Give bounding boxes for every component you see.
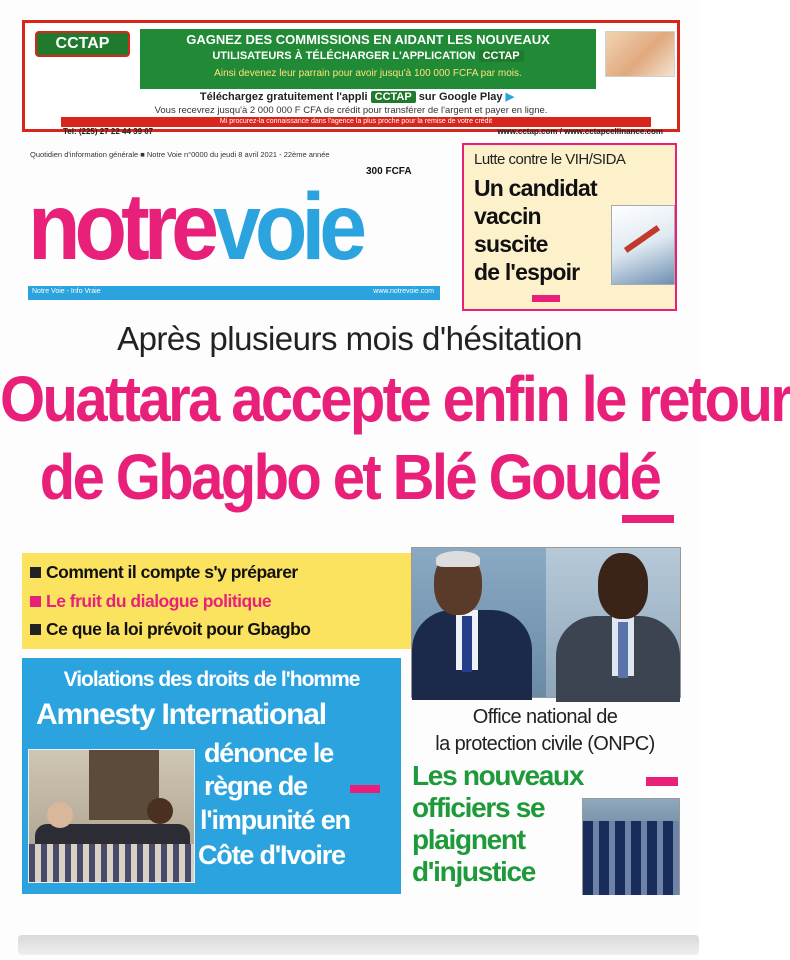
- ad-headline: GAGNEZ DES COMMISSIONS EN AIDANT LES NOUVEAUX: [186, 32, 550, 47]
- onpc-officers-photo: [582, 798, 680, 895]
- teaser-headline-line: de l'espoir: [474, 259, 580, 285]
- ad-hands-image: [605, 31, 675, 77]
- square-bullet-icon: [30, 567, 41, 578]
- ad-referral-text: Ainsi devenez leur parrain pour avoir jusqu'à 100 000 FCFA par mois.: [214, 68, 522, 79]
- ad-red-note: Mi procurez-la connaissance dans l'agence la plus proche pour la remise de votre crédit: [61, 117, 651, 127]
- ad-credit-text: Vous recevrez jusqu'à 2 000 000 F CFA de crédit pour transférer de l'argent et payer en ligne.: [154, 105, 548, 116]
- ad-green-panel: [140, 29, 596, 89]
- vaccine-syringe-image: [611, 205, 675, 285]
- page-reference-tag: [350, 785, 380, 793]
- bullet-item[interactable]: Ce que la loi prévoit pour Gbagbo: [30, 619, 311, 640]
- photo-right-person: [546, 548, 680, 697]
- page-reference-tag: [532, 295, 560, 302]
- onpc-headline-line[interactable]: d'injustice: [412, 856, 536, 887]
- bullet-item[interactable]: Le fruit du dialogue politique: [30, 591, 271, 612]
- onpc-kicker-line: Office national de: [472, 706, 618, 728]
- onpc-headline-line[interactable]: Les nouveaux: [412, 760, 584, 791]
- amnesty-headline-line: dénonce le: [204, 738, 334, 768]
- main-kicker: Après plusieurs mois d'hésitation: [117, 320, 582, 357]
- teaser-kicker: Lutte contre le VIH/SIDA: [474, 151, 626, 168]
- page-reference-tag: [622, 515, 674, 523]
- price-tag: 300 FCFA: [366, 166, 412, 177]
- amnesty-headline-line: l'impunité en: [200, 805, 350, 835]
- ad-subline: UTILISATEURS À TÉLÉCHARGER L'APPLICATION CCTAP: [140, 50, 596, 62]
- ad-cctap-badge: CCTAP: [479, 50, 524, 62]
- dateline: Quotidien d'information générale ■ Notre Voie n°0000 du jeudi 8 avril 2021 - 22ème année: [30, 150, 330, 159]
- masthead-title: [28, 172, 361, 282]
- teaser-headline-line: Un candidat: [474, 175, 597, 201]
- onpc-headline-line[interactable]: plaignent: [412, 824, 525, 855]
- amnesty-story-box[interactable]: [22, 658, 401, 894]
- square-bullet-icon: [30, 624, 41, 635]
- cctap-logo: CCTAP: [35, 31, 130, 57]
- amnesty-headline-line: Amnesty International: [36, 698, 326, 731]
- hiv-vaccine-teaser[interactable]: [462, 143, 677, 311]
- gbagbo-ble-goude-photo: [411, 547, 681, 698]
- teaser-headline-line: vaccin: [474, 203, 541, 229]
- main-headline-line1[interactable]: Ouattara accepte enfin le retour: [0, 363, 790, 436]
- onpc-headline-line[interactable]: officiers se: [412, 792, 545, 823]
- cctap-ad-banner[interactable]: [22, 20, 680, 136]
- main-headline-line2[interactable]: de Gbagbo et Blé Goudé: [39, 441, 660, 514]
- ad-website[interactable]: www.cctap.com / www.cctapcellinance.com: [497, 127, 663, 136]
- amnesty-press-conference-photo: [28, 749, 195, 883]
- masthead-slogan: Notre Voie - Info Vraie: [32, 288, 101, 295]
- page-shadow: [18, 935, 699, 955]
- photo-left-person: [412, 548, 546, 697]
- google-play-icon: ▶: [505, 91, 515, 103]
- onpc-kicker-line: la protection civile (ONPC): [435, 733, 655, 755]
- square-bullet-icon: [30, 596, 41, 607]
- ad-google-play-line: Téléchargez gratuitement l'appli CCTAP sur Google Play ▶: [199, 91, 515, 103]
- amnesty-headline-line: Côte d'Ivoire: [198, 840, 345, 870]
- ad-play-cctap-badge: CCTAP: [371, 91, 416, 103]
- masthead-url: www.notrevoie.com: [373, 288, 434, 295]
- page-reference-tag: [646, 777, 678, 786]
- bullet-item[interactable]: Comment il compte s'y préparer: [30, 562, 298, 583]
- bullet-list-box: [22, 553, 411, 649]
- masthead-bar: [28, 286, 440, 300]
- teaser-headline-line: suscite: [474, 231, 548, 257]
- amnesty-headline-line: règne de: [204, 771, 307, 801]
- masthead-notre: notre: [28, 174, 213, 280]
- amnesty-kicker: Violations des droits de l'homme: [63, 668, 360, 691]
- ad-phone: Tel: (225) 27 22 44 39 07: [63, 127, 154, 136]
- masthead-voie: voie: [213, 174, 362, 280]
